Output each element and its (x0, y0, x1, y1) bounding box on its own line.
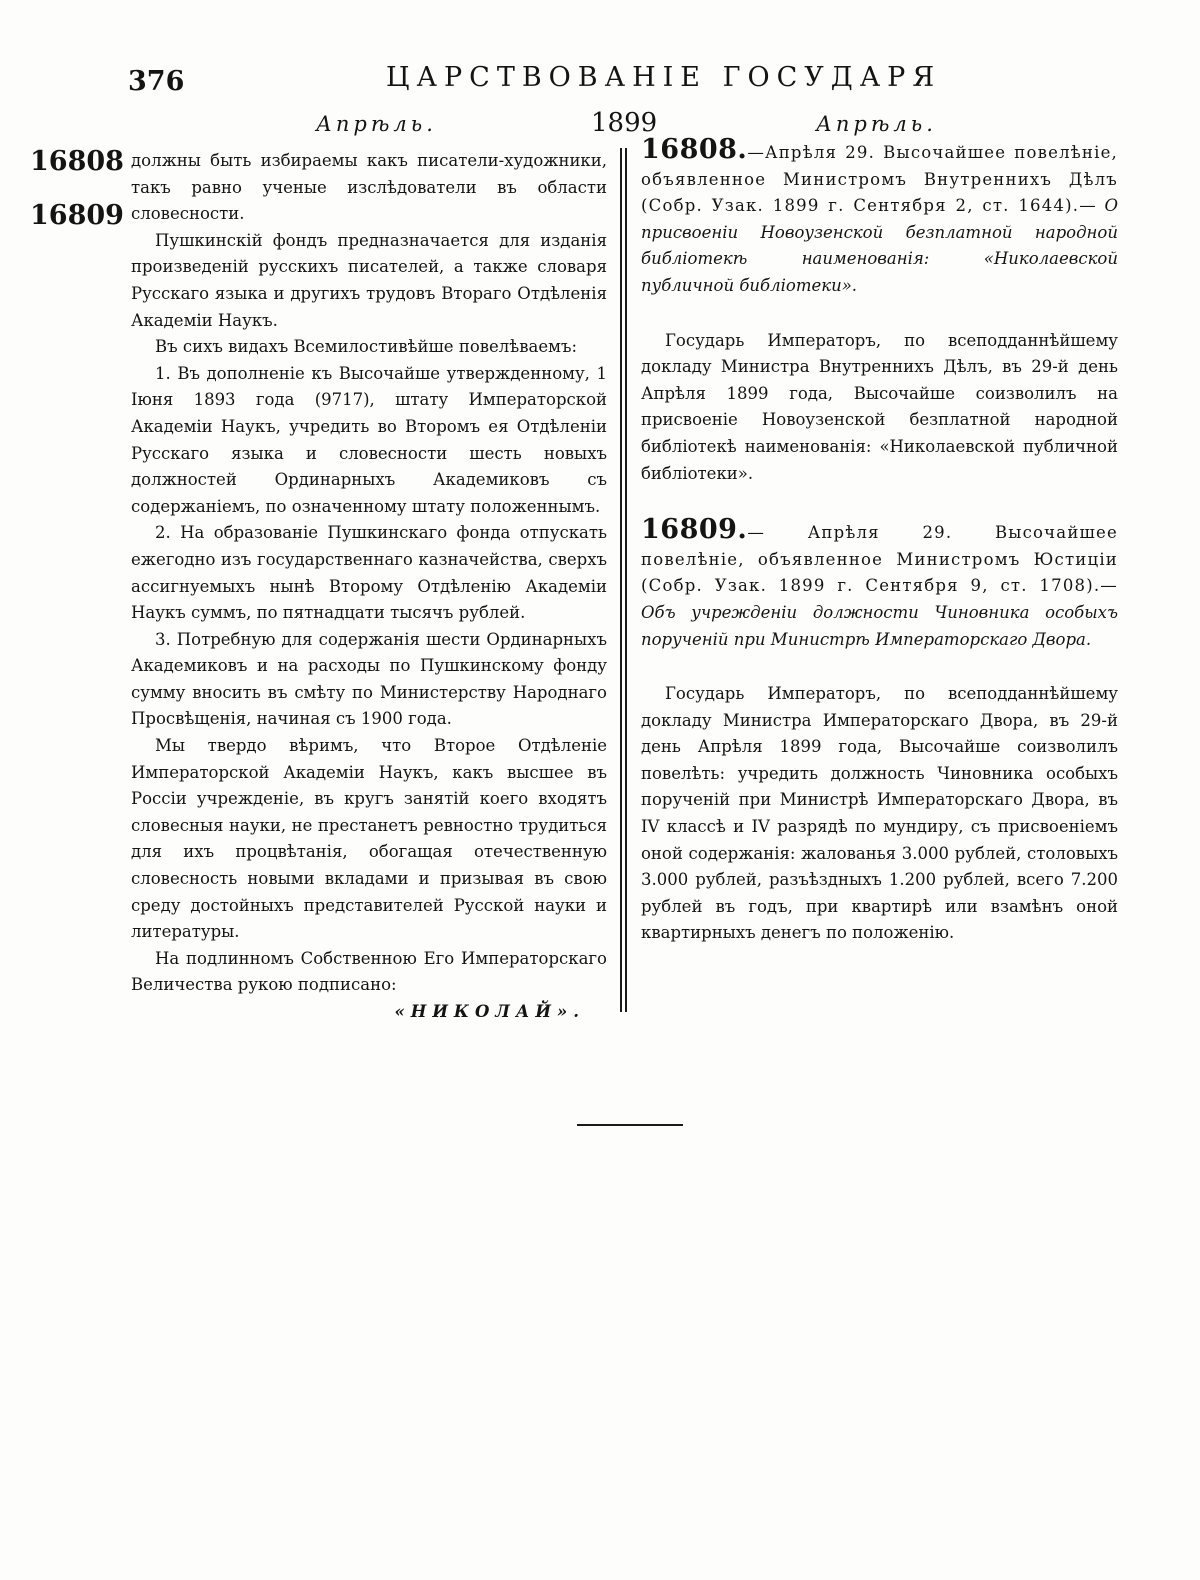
spacer (641, 653, 1118, 681)
entry-16808-heading (641, 134, 1118, 300)
paragraph-signature-note: На подлинномъ Собственною Его Императорскаго Величества рукою подписано: (131, 948, 607, 995)
paragraph-item-3: 3. Потребную для содержанія шести Ординарныхъ Академиковъ и на расходы по Пушкинскому фонду сумму вносить въ смѣту по Министерству Народнаго Просвѣщенія, начиная съ 1900 года. (131, 629, 607, 729)
page-number: 376 (128, 66, 185, 97)
paragraph-pushkin-fund: Пушкинскій фондъ предназначается для изданія произведеній русскихъ писателей, а также словаря Русскаго языка и другихъ трудовъ Втораго Отдѣленія Академіи Наукъ. (131, 230, 607, 330)
entry-subject: Объ учрежденіи должности Чиновника особыхъ порученій при Министрѣ Императорскаго Двора. (641, 602, 1118, 649)
entry-number: 16808. (641, 134, 748, 165)
entry-subject: О присвоеніи Новоузенской безплатной народной библіотекѣ наименованія: «Николаевской публичной библіотеки». (641, 196, 1118, 295)
paragraph-conclusion: Мы твердо вѣримъ, что Второе Отдѣленіе Императорской Академіи Наукъ, какъ высшее въ Россіи учрежденіе, въ кругъ занятій коего входятъ словесныя науки, не престанетъ ревностно трудиться для ихъ процвѣтанія, обогащая отечественную словесность новыми вкладами и призывая въ свою среду достойныхъ представителей Русской науки и литературы. (131, 736, 607, 942)
end-rule (577, 1124, 683, 1126)
spacer (641, 300, 1118, 328)
paragraph-continuation: должны быть избираемы какъ писатели-художники, такъ равно ученые изслѣдователи въ области словесности. (131, 151, 607, 224)
month-label-right: Апрѣль. (816, 112, 937, 136)
spacer (641, 487, 1118, 517)
margin-law-number-2: 16809 (30, 200, 124, 231)
entry-16808-body: Государь Императоръ, по всеподданнѣйшему докладу Министра Внутреннихъ Дѣлъ, въ 29-й день Апрѣля 1899 года, Высочайше соизволилъ на присвоеніе Новоузенской безплатной народной библіотекѣ наименованія: «Николаевской публичной библіотеки». (641, 330, 1118, 483)
signature: «НИКОЛАЙ». (394, 1002, 585, 1021)
column-divider-left (620, 148, 622, 1012)
entry-heading-text: —Апрѣля 29. Высочайшее повелѣніе, объявленное Министромъ Внутреннихъ Дѣлъ (Собр. Узак. 1899 г. Сентября 2, ст. 1644).— (641, 143, 1118, 216)
month-label-left: Апрѣль. (316, 112, 437, 136)
entry-16809-body: Государь Императоръ, по всеподданнѣйшему докладу Министра Императорскаго Двора, въ 29-й день Апрѣля 1899 года, Высочайше соизволилъ повелѣть: учредить должность Чиновника особыхъ порученій при Министрѣ Императорскаго Двора, въ IV классѣ и IV разрядѣ по мундиру, съ присвоеніемъ оной содержанія: жалованья 3.000 рублей, столовыхъ 3.000 рублей, разъѣздныхъ 1.200 рублей, всего 7.200 рублей въ годъ, при квартирѣ или взамѣнъ оной квартирныхъ денегъ по положенію. (641, 684, 1118, 943)
column-divider-right (625, 148, 627, 1012)
right-column (641, 134, 1118, 947)
year-label: 1899 (591, 108, 658, 138)
entry-heading-text: — Апрѣля 29. Высочайшее повелѣніе, объявленное Министромъ Юстиціи (Собр. Узак. 1899 г. Сентября 9, ст. 1708).— (641, 523, 1118, 596)
paragraph-item-2: 2. На образованіе Пушкинскаго фонда отпускать ежегодно изъ государственнаго казначейства, сверхъ ассигнуемыхъ нынѣ Второму Отдѣленію Академіи Наукъ суммъ, по пятнадцати тысячъ рублей. (131, 523, 607, 623)
running-title: ЦАРСТВОВАНІЕ ГОСУДАРЯ (386, 62, 942, 93)
paragraph-item-1: 1. Въ дополненіе къ Высочайше утвержденному, 1 Іюня 1893 года (9717), штату Императорской Академіи Наукъ, учредить во Второмъ ея Отдѣленіи Русскаго языка и словесности шесть новыхъ должностей Ординарныхъ Академиковъ съ содержаніемъ, по означенному штату положеннымъ. (131, 363, 607, 516)
paragraph-decree-intro: Въ сихъ видахъ Всемилостивѣйше повелѣваемъ: (155, 337, 578, 357)
margin-law-number-1: 16808 (30, 146, 124, 177)
entry-number: 16809. (641, 514, 748, 546)
entry-16809-heading (641, 514, 1118, 653)
left-column (131, 148, 607, 1026)
